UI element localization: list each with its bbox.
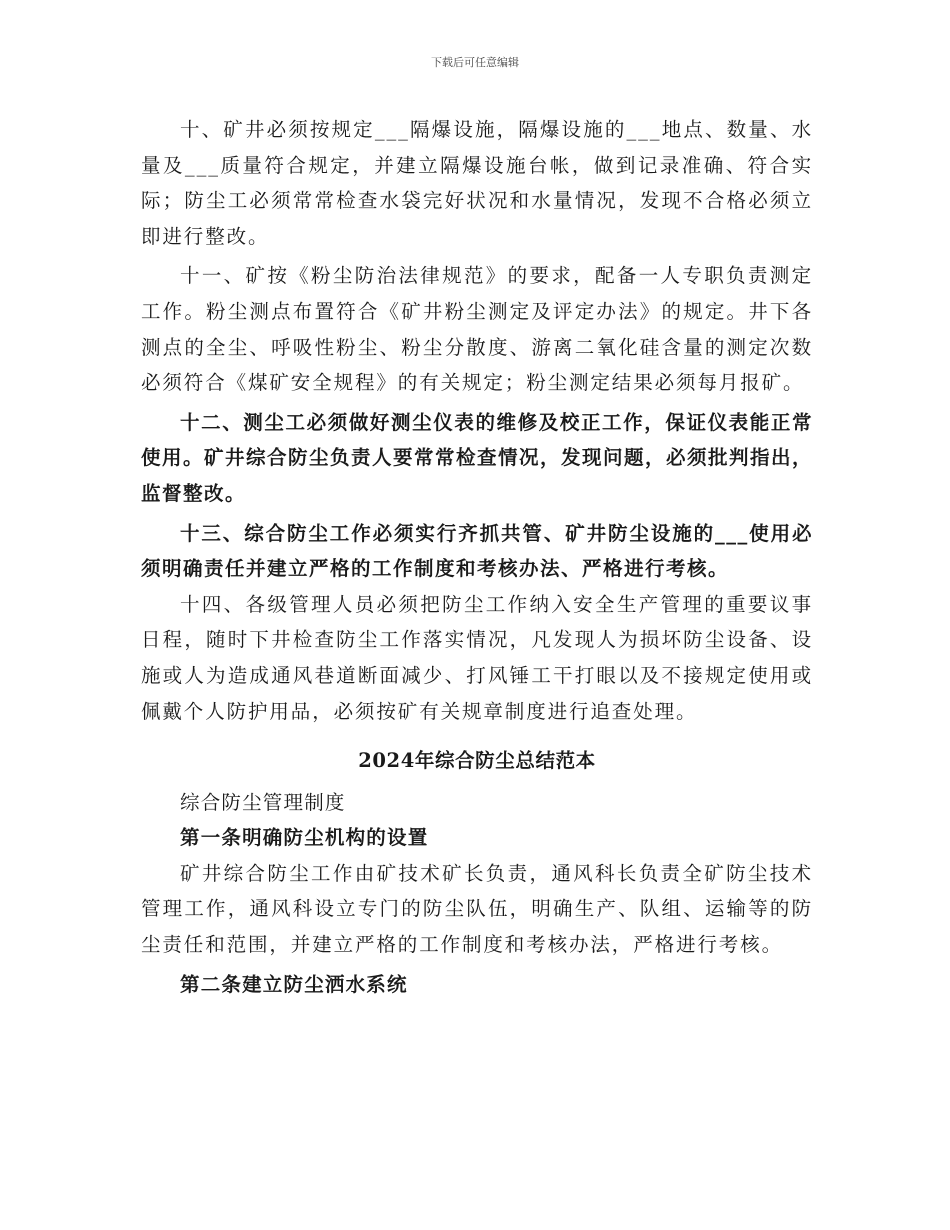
paragraph-14: 十四、各级管理人员必须把防尘工作纳入安全生产管理的重要议事日程，随时下井检查防尘工作落实情况，凡发现人为损坏防尘设备、设施或人为造成通风巷道断面减少、打风锤工干打眼以及不接规定使用或佩戴个人防护用品，必须按矿有关规章制度进行追查处理。	[141, 592, 813, 723]
paragraph-10: 十、矿井必须按规定___隔爆设施，隔爆设施的___地点、数量、水量及___质量符合规定，并建立隔爆设施台帐，做到记录准确、符合实际；防尘工必须常常检查水袋完好状况和水量情况，发现不合格必须立即进行整改。	[141, 118, 813, 248]
paragraph-11: 十一、矿按《粉尘防治法律规范》的要求，配备一人专职负责测定工作。粉尘测点布置符合《矿井粉尘测定及评定办法》的规定。井下各测点的全尘、呼吸性粉尘、粉尘分散度、游离二氧化硅含量的测定次数必须符合《煤矿安全规程》的有关规定；粉尘测定结果必须每月报矿。	[141, 264, 813, 395]
section-title: 2024年综合防尘总结范本	[358, 749, 596, 773]
paragraph-13: 十三、综合防尘工作必须实行齐抓共管、矿井防尘设施的___使用必须明确责任并建立严格的工作制度和考核办法、严格进行考核。	[141, 521, 813, 581]
article-1-body: 矿井综合防尘工作由矿技术矿长负责，通风科长负责全矿防尘技术管理工作，通风科设立专门的防尘队伍，明确生产、队组、运输等的防尘责任和范围，并建立严格的工作制度和考核办法，严格进行考核。	[141, 861, 813, 957]
document-body	[141, 112, 813, 1002]
header-note: 下载后可任意编辑	[431, 56, 519, 69]
section-subtitle: 综合防尘管理制度	[180, 790, 346, 814]
article-2-heading: 第二条建立防尘洒水系统	[180, 972, 408, 996]
paragraph-12: 十二、测尘工必须做好测尘仪表的维修及校正工作，保证仪表能正常使用。矿井综合防尘负责人要常常检查情况，发现问题，必须批判指出，监督整改。	[141, 410, 814, 505]
article-1-heading: 第一条明确防尘机构的设置	[180, 826, 429, 850]
